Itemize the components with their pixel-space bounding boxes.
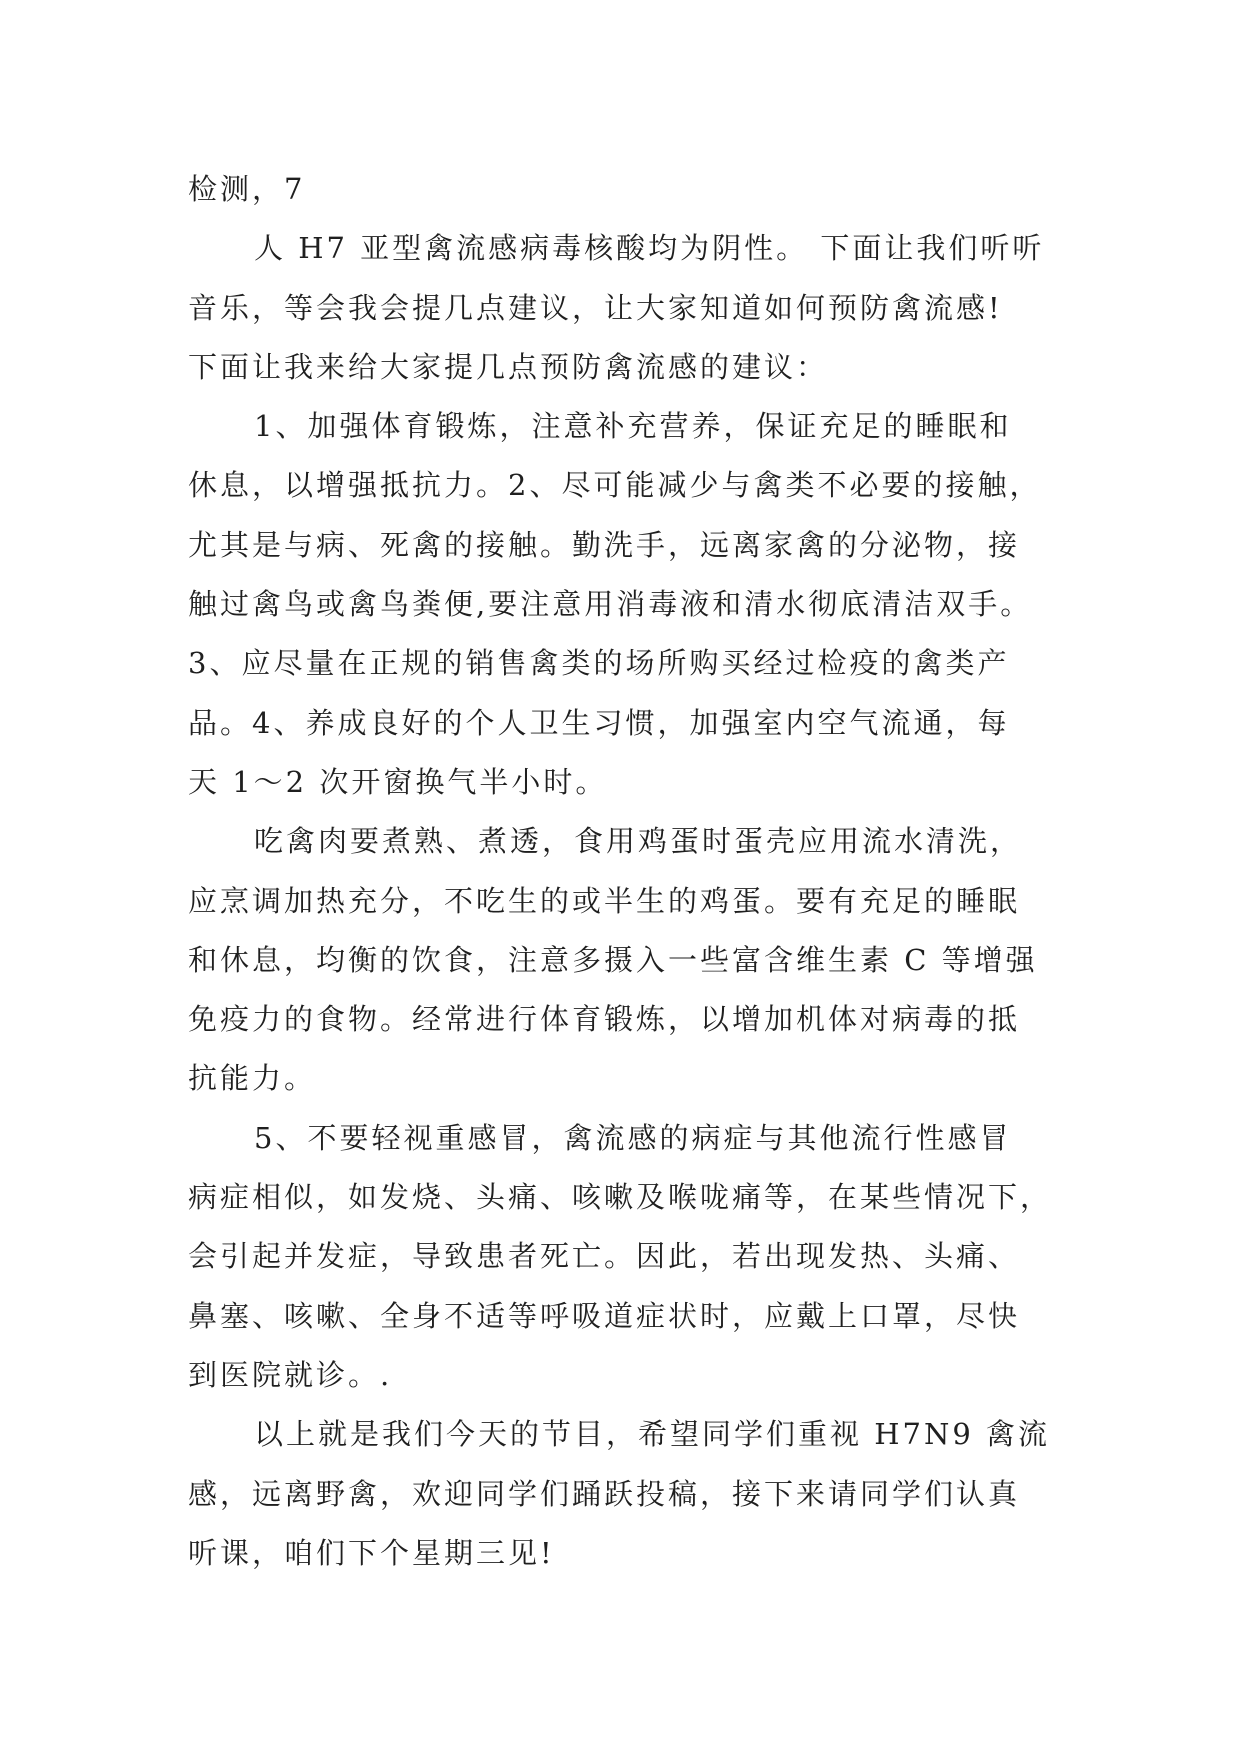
text-line: 尤其是与病、死禽的接触。勤洗手，远离家禽的分泌物，接: [188, 527, 1021, 562]
text-line: 病症相似，如发烧、头痛、咳嗽及喉咙痛等，在某些情况下，: [188, 1180, 1053, 1215]
text-line: 人 H7 亚型禽流感病毒核酸均为阴性。 下面让我们听听: [254, 231, 1045, 266]
text-line: 天 1～2 次开窗换气半小时。: [188, 764, 608, 799]
text-line: 以上就是我们今天的节目，希望同学们重视 H7N9 禽流: [254, 1417, 1051, 1452]
text-line: 下面让我来给大家提几点预防禽流感的建议：: [188, 349, 829, 384]
text-line: 应烹调加热充分，不吃生的或半生的鸡蛋。要有充足的睡眠: [188, 883, 1021, 918]
paragraph-6: [188, 1405, 1056, 1583]
document-body: [188, 160, 1056, 1583]
text-line: 5、不要轻视重感冒，禽流感的病症与其他流行性感冒: [254, 1120, 1012, 1155]
paragraph-4: [188, 812, 1056, 1108]
text-line: 鼻塞、咳嗽、全身不适等呼吸道症状时，应戴上口罩，尽快: [188, 1298, 1021, 1333]
text-line: 和休息，均衡的饮食，注意多摄入一些富含维生素 C 等增强: [188, 942, 1038, 977]
paragraph-2: [188, 219, 1056, 397]
text-line: 触过禽鸟或禽鸟粪便,要注意用消毒液和清水彻底清洁双手。: [188, 587, 1033, 622]
text-line: 吃禽肉要煮熟、煮透，食用鸡蛋时蛋壳应用流水清洗，: [254, 824, 1023, 859]
text-line: 听课，咱们下个星期三见!: [188, 1535, 555, 1570]
text-line: 会引起并发症，导致患者死亡。因此，若出现发热、头痛、: [188, 1239, 1021, 1274]
paragraph-5: [188, 1109, 1056, 1405]
text-line: 免疫力的食物。经常进行体育锻炼，以增加机体对病毒的抵: [188, 1002, 1021, 1037]
text-line: 抗能力。: [188, 1061, 317, 1096]
text-line: 到医院就诊。.: [188, 1357, 393, 1392]
paragraph-1: [188, 160, 1056, 219]
text-line: 音乐，等会我会提几点建议，让大家知道如何预防禽流感!: [188, 290, 1003, 325]
text-line: 检测，7: [188, 172, 306, 206]
text-line: 休息，以增强抵抗力。2、尽可能减少与禽类不必要的接触，: [188, 468, 1042, 503]
text-line: 3、应尽量在正规的销售禽类的场所购买经过检疫的禽类产: [188, 646, 1010, 681]
paragraph-3: [188, 397, 1056, 812]
text-line: 感，远离野禽，欢迎同学们踊跃投稿，接下来请同学们认真: [188, 1476, 1021, 1511]
text-line: 1、加强体育锻炼，注意补充营养，保证充足的睡眠和: [254, 409, 1012, 444]
text-line: 品。4、养成良好的个人卫生习惯，加强室内空气流通，每: [188, 705, 1010, 740]
